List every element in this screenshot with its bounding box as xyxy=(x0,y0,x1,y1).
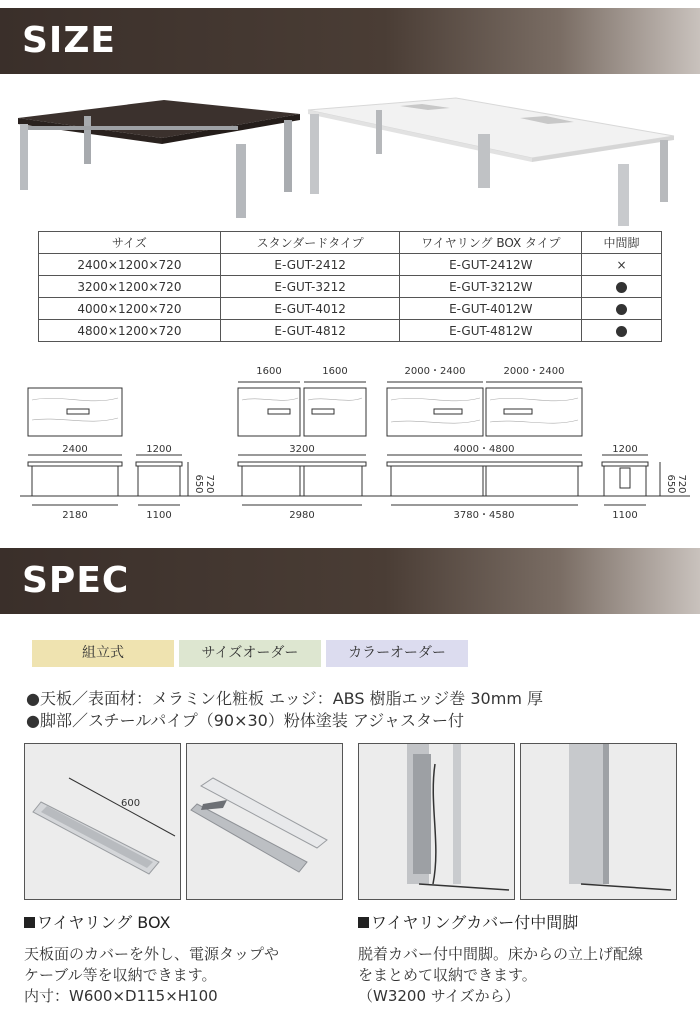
square-icon xyxy=(358,917,369,928)
dim-1100a: 1100 xyxy=(146,510,172,521)
caption-line: 脱着カバー付中間脚。床からの立上げ配線 xyxy=(358,945,644,963)
dot-icon xyxy=(616,304,627,315)
cell-size: 4000×1200×720 xyxy=(39,298,221,320)
dark-table-image xyxy=(14,96,304,224)
wiring-box-caption-text: ワイヤリング BOX xyxy=(37,913,171,932)
table-row xyxy=(39,298,662,320)
dim-h720b: 720 xyxy=(676,474,687,494)
dim-1100b: 1100 xyxy=(612,510,638,521)
dot-icon xyxy=(616,282,627,293)
white-table-image xyxy=(306,96,676,230)
mid-leg-caption-body xyxy=(358,944,643,1007)
dim-4000: 4000・4800 xyxy=(453,444,515,455)
dim-2980: 2980 xyxy=(289,510,315,521)
dim-1200a: 1200 xyxy=(146,444,172,455)
size-banner xyxy=(0,8,700,74)
spec-banner xyxy=(0,548,700,614)
cell-size: 3200×1200×720 xyxy=(39,276,221,298)
tag-color-order: カラーオーダー xyxy=(326,640,468,667)
cell-size: 2400×1200×720 xyxy=(39,254,221,276)
spec-line-top: ●天板／表面材：メラミン化粧板 エッジ：ABS 樹脂エッジ巻 30mm 厚 xyxy=(26,689,543,708)
caption-line: 天板面のカバーを外し、電源タップや xyxy=(24,945,280,963)
spec-title: SPEC xyxy=(22,560,130,601)
dimension-drawings xyxy=(20,360,690,530)
mid-leg-caption-text: ワイヤリングカバー付中間脚 xyxy=(371,913,579,932)
dim-1600b: 1600 xyxy=(322,366,348,377)
cell-standard: E-GUT-4012 xyxy=(220,298,400,320)
header-size: サイズ xyxy=(39,232,221,254)
cell-wiring: E-GUT-4012W xyxy=(400,298,582,320)
size-table-header xyxy=(39,232,662,254)
cell-wiring: E-GUT-2412W xyxy=(400,254,582,276)
photo-dimension-label: 600 xyxy=(121,798,141,809)
caption-line: 内寸：W600×D115×H100 xyxy=(24,987,218,1005)
cell-mid-leg: × xyxy=(582,254,662,276)
table-row xyxy=(39,254,662,276)
dim-2180: 2180 xyxy=(62,510,88,521)
dim-1200b: 1200 xyxy=(612,444,638,455)
dot-icon xyxy=(616,326,627,337)
wiring-box-open-photo xyxy=(186,743,343,900)
spec-line-legs: ●脚部／スチールパイプ（90×30）粉体塗装 アジャスター付 xyxy=(26,711,464,730)
mid-leg-covered-photo xyxy=(520,743,677,900)
dim-2000a: 2000・2400 xyxy=(404,366,466,377)
cell-standard: E-GUT-4812 xyxy=(220,320,400,342)
cell-mid-leg xyxy=(582,320,662,342)
dim-h720a: 720 xyxy=(204,474,215,494)
cell-wiring: E-GUT-4812W xyxy=(400,320,582,342)
cell-mid-leg xyxy=(582,298,662,320)
cell-wiring: E-GUT-3212W xyxy=(400,276,582,298)
mid-leg-photo xyxy=(358,743,515,900)
square-icon xyxy=(24,917,35,928)
dim-3780: 3780・4580 xyxy=(453,510,515,521)
cell-standard: E-GUT-2412 xyxy=(220,254,400,276)
dim-h650a: 650 xyxy=(193,474,204,494)
table-row xyxy=(39,320,662,342)
dim-3200: 3200 xyxy=(289,444,315,455)
tag-size-order: サイズオーダー xyxy=(179,640,321,667)
header-standard: スタンダードタイプ xyxy=(220,232,400,254)
tag-assembly: 組立式 xyxy=(32,640,174,667)
dim-1600a: 1600 xyxy=(256,366,282,377)
caption-line: をまとめて収納できます。 xyxy=(358,966,537,984)
wiring-box-photo xyxy=(24,743,181,900)
header-mid-leg: 中間脚 xyxy=(582,232,662,254)
cell-mid-leg xyxy=(582,276,662,298)
wiring-box-caption-title xyxy=(24,910,171,933)
caption-line: （W3200 サイズから） xyxy=(358,987,520,1005)
cell-size: 4800×1200×720 xyxy=(39,320,221,342)
caption-line: ケーブル等を収納できます。 xyxy=(24,966,217,984)
wiring-box-caption-body xyxy=(24,944,279,1007)
cell-standard: E-GUT-3212 xyxy=(220,276,400,298)
size-title: SIZE xyxy=(22,20,117,61)
table-row xyxy=(39,276,662,298)
dim-2000b: 2000・2400 xyxy=(503,366,565,377)
size-table xyxy=(38,231,662,342)
dim-h650b: 650 xyxy=(665,474,676,494)
header-wiring: ワイヤリング BOX タイプ xyxy=(400,232,582,254)
dim-2400: 2400 xyxy=(62,444,88,455)
mid-leg-caption-title xyxy=(358,910,578,933)
